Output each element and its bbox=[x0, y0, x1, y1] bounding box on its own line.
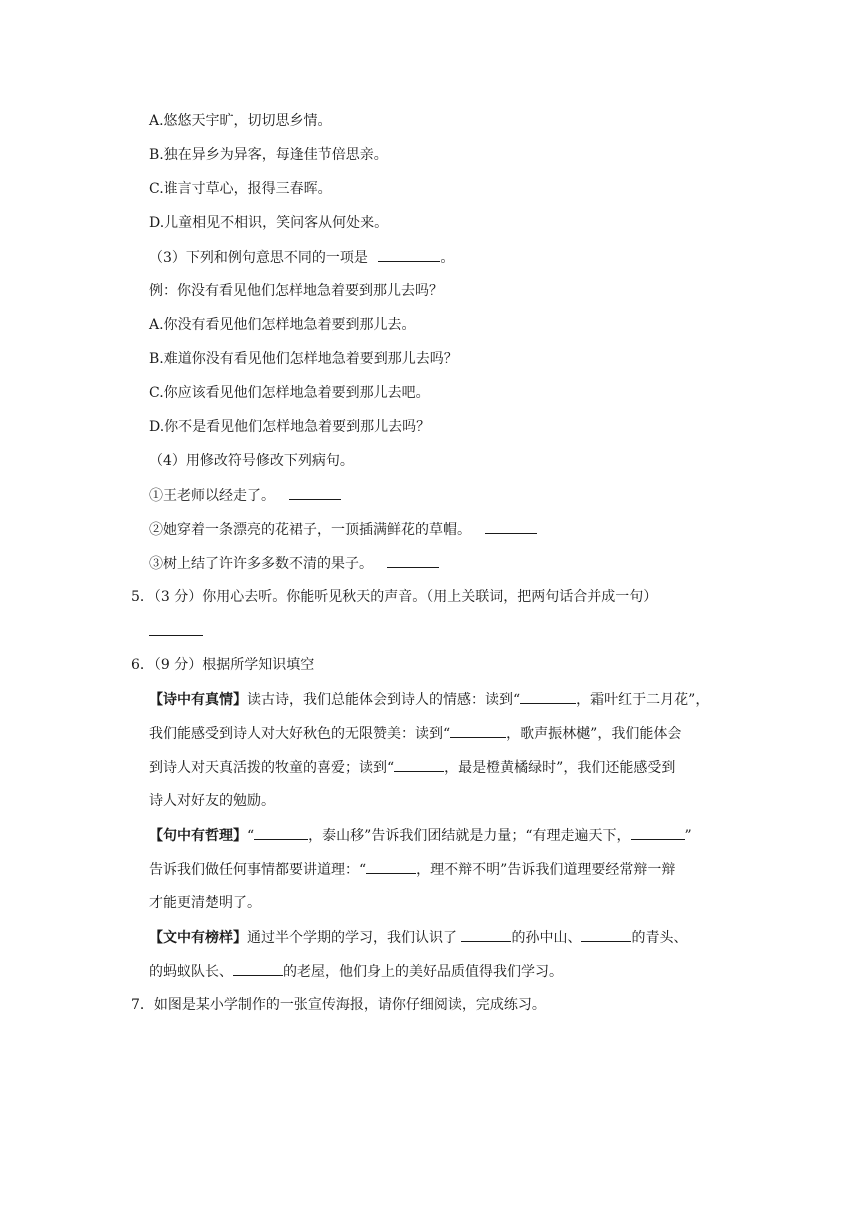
q4-part3-prompt-text: （3）下列和例句意思不同的一项是 bbox=[149, 250, 368, 266]
q6-model-line-1 bbox=[149, 927, 687, 948]
question-text: （3 分）你用心去听。你能听见秋天的声音。（用上关联词，把两句话合并成一句） bbox=[153, 589, 658, 605]
answer-blank[interactable] bbox=[394, 757, 444, 772]
q4-part3-prompt-end: 。 bbox=[440, 250, 455, 266]
q6-question bbox=[131, 655, 314, 675]
q6-saying-line-1 bbox=[149, 825, 692, 846]
q6-poem-line-2 bbox=[149, 723, 681, 744]
text: 我们能感受到诗人对大好秋色的无限赞美：读到“ bbox=[149, 726, 451, 742]
q4-part4-prompt: （4）用修改符号修改下列病句。 bbox=[149, 453, 354, 469]
q4-option-b: B.独在异乡为异客，每逢佳节倍思亲。 bbox=[149, 147, 388, 163]
q4-part3-option-d: D.你不是看见他们怎样地急着要到那儿去吗？ bbox=[149, 419, 431, 435]
answer-blank[interactable] bbox=[461, 927, 511, 942]
question-text: 如图是某小学制作的一张宣传海报，请你仔细阅读，完成练习。 bbox=[153, 997, 546, 1013]
text: ，最是橙黄橘绿时”，我们还能感受到 bbox=[444, 760, 676, 776]
answer-blank[interactable] bbox=[581, 927, 631, 942]
sentence-text: ②她穿着一条漂亮的花裙子，一顶插满鲜花的草帽。 bbox=[149, 522, 471, 538]
text: ，霜叶红于二月花”， bbox=[576, 692, 710, 708]
answer-blank[interactable] bbox=[450, 723, 506, 738]
text: ，歌声振林樾”，我们能体会 bbox=[506, 726, 682, 742]
q7-question bbox=[131, 995, 546, 1015]
sentence-text: ③树上结了许许多多数不清的果子。 bbox=[149, 556, 373, 572]
text: 的青头、 bbox=[631, 930, 688, 946]
q6-poem-line-4: 诗人对好友的勉励。 bbox=[149, 793, 275, 809]
text: ，泰山移”告诉我们团结就是力量；“有理走遍天下， bbox=[308, 828, 631, 844]
section-tag: 【诗中有真情】 bbox=[149, 692, 247, 708]
section-tag: 【句中有哲理】 bbox=[149, 828, 247, 844]
answer-blank[interactable] bbox=[366, 859, 416, 874]
answer-blank[interactable] bbox=[387, 553, 439, 568]
text: “ bbox=[247, 828, 255, 844]
q4-option-d: D.儿童相见不相识，笑问客从何处来。 bbox=[149, 215, 389, 231]
text: 的孙中山、 bbox=[511, 930, 582, 946]
answer-blank[interactable] bbox=[233, 961, 283, 976]
text: 读古诗，我们总能体会到诗人的情感：读到“ bbox=[247, 692, 521, 708]
q5-answer-line bbox=[149, 621, 203, 642]
answer-blank[interactable] bbox=[631, 825, 685, 840]
q4-part3-example: 例：你没有看见他们怎样地急着要到那儿去吗？ bbox=[149, 283, 443, 299]
q4-option-c: C.谁言寸草心，报得三春晖。 bbox=[149, 181, 332, 197]
question-text: （9 分）根据所学知识填空 bbox=[153, 657, 315, 673]
answer-blank[interactable] bbox=[378, 247, 440, 262]
q6-saying-line-3: 才能更清楚明了。 bbox=[149, 895, 261, 911]
q4-option-a: A.悠悠天宇旷，切切思乡情。 bbox=[149, 113, 332, 129]
answer-blank[interactable] bbox=[149, 621, 203, 636]
q6-saying-line-2 bbox=[149, 859, 675, 880]
text: 的老屋，他们身上的美好品质值得我们学习。 bbox=[283, 964, 563, 980]
q6-poem-line-1 bbox=[149, 689, 709, 710]
text: 到诗人对天真活拨的牧童的喜爱；读到“ bbox=[149, 760, 395, 776]
q6-model-line-2 bbox=[149, 961, 563, 982]
text: 的蚂蚁队长、 bbox=[149, 964, 233, 980]
text: 通过半个学期的学习，我们认识了 bbox=[247, 930, 462, 946]
question-number: 6． bbox=[131, 657, 154, 673]
q4-part3-option-c: C.你应该看见他们怎样地急着要到那儿去吧。 bbox=[149, 385, 430, 401]
sentence-text: ①王老师以经走了。 bbox=[149, 488, 275, 504]
q4-part3-prompt bbox=[149, 247, 454, 268]
text: 告诉我们做任何事情都要讲道理：“ bbox=[149, 862, 367, 878]
q5-question bbox=[131, 587, 657, 607]
text: ，理不辩不明”告诉我们道理要经常辩一辩 bbox=[416, 862, 676, 878]
q6-poem-line-3 bbox=[149, 757, 675, 778]
answer-blank[interactable] bbox=[254, 825, 308, 840]
q4-part4-sentence-1 bbox=[149, 485, 341, 506]
answer-blank[interactable] bbox=[520, 689, 576, 704]
question-number: 5． bbox=[131, 589, 154, 605]
q4-part3-option-a: A.你没有看见他们怎样地急着要到那儿去。 bbox=[149, 317, 416, 333]
q4-part3-option-b: B.难道你没有看见他们怎样地急着要到那儿去吗？ bbox=[149, 351, 458, 367]
section-tag: 【文中有榜样】 bbox=[149, 930, 247, 946]
q4-part4-sentence-2 bbox=[149, 519, 537, 540]
q4-part4-sentence-3 bbox=[149, 553, 439, 574]
question-number: 7． bbox=[131, 997, 154, 1013]
answer-blank[interactable] bbox=[289, 485, 341, 500]
answer-blank[interactable] bbox=[485, 519, 537, 534]
text: ” bbox=[684, 828, 692, 844]
